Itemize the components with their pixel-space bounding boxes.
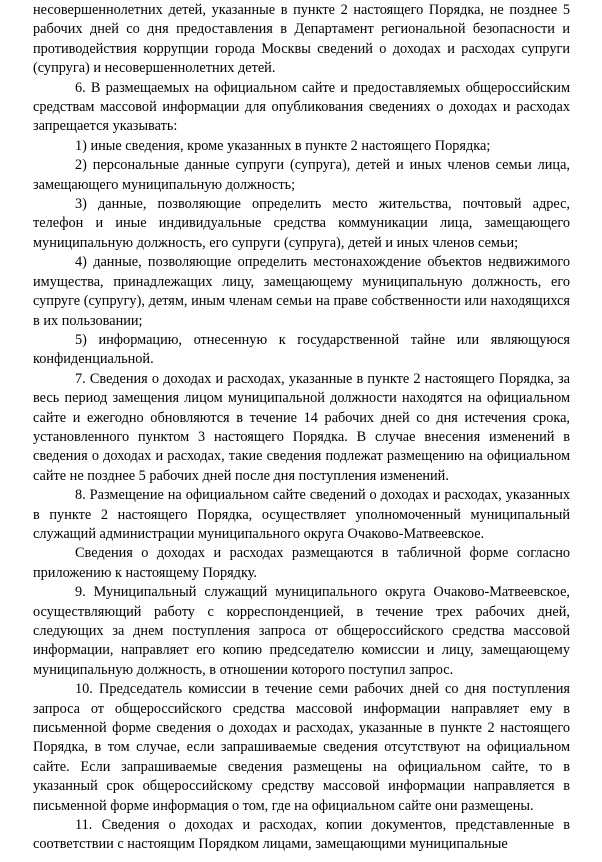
paragraph-subitem-4: 4) данные, позволяющие определить местонахождение объектов недвижимого имущества, принадлежащих лицу, замещающему муниципальную должность, его супруге (супругу), детям, иным членам семьи на праве собственности или находящихся в их пользовании; — [33, 254, 570, 329]
paragraph-item-11: 11. Сведения о доходах и расходах, копии документов, представленные в соответствии с настоящим Порядком лицами, замещающими муниципальные — [33, 817, 570, 853]
paragraph-subitem-5: 5) информацию, отнесенную к государственной тайне или являющуюся конфиденциальной. — [33, 331, 570, 368]
paragraph-subitem-1: 1) иные сведения, кроме указанных в пункте 2 настоящего Порядка; — [75, 137, 491, 154]
paragraph-item-6: 6. В размещаемых на официальном сайте и предоставляемых общероссийским средствам массовой информации для опубликования сведениях о доходах и расходах запрещается указывать: — [33, 79, 570, 135]
paragraph-item-9: 9. Муниципальный служащий муниципального округа Очаково-Матвеевское, осуществляющий работу с корреспонденцией, в течение трех рабочих дней, следующих за днем поступления запроса от общероссийского средства массовой информации, направляет его копию председателю комиссии и лицу, замещающему муниципальную должность, в отношении которого поступил запрос. — [33, 584, 570, 678]
paragraph-item-8: 8. Размещение на официальном сайте сведений о доходах и расходах, указанных в пункте 2 настоящего Порядка, осуществляет уполномоченный муниципальный служащий администрации муниципального округа Очаково-Матвеевское. — [33, 487, 570, 542]
paragraph-item-10: 10. Председатель комиссии в течение семи рабочих дней со дня поступления запроса от общероссийского средства массовой информации направляет ему в письменной форме сведения о доходах и расходах, указанные в пункте 2 настоящего Порядка, в том случае, если запрашиваемые сведения отсутствуют на официальном сайте. Если запрашиваемые сведения размещены на официальном сайте, то в указанный срок общероссийскому средству массовой информации направляется в письменной форме информация о том, где на официальном сайте они размещены. — [33, 681, 570, 814]
paragraph-subitem-3: 3) данные, позволяющие определить место жительства, почтовый адрес, телефон и иные индивидуальные средства коммуникации лица, замещающего муниципальную должность, его супруги (супруга), детей и иных членов семьи; — [33, 196, 570, 251]
paragraph-item-8-table-form: Сведения о доходах и расходах размещаются в табличной форме согласно приложению к настоящему Порядку. — [33, 545, 570, 581]
paragraph-continuation: несовершеннолетних детей, указанные в пункте 2 настоящего Порядка, не позднее 5 рабочих дней со дня предоставления в Департамент региональной безопасности и противодействия коррупции города Москвы сведений о доходах и расходах супруги (супруга) и несовершеннолетних детей. — [33, 2, 570, 77]
paragraph-item-7: 7. Сведения о доходах и расходах, указанные в пункте 2 настоящего Порядка, за весь период замещения лицом муниципальной должности находятся на официальном сайте и ежегодно обновляются в течение 14 рабочих дней со дня истечения срока, установленного пунктом 3 настоящего Порядка. В случае внесения изменений в сведения о доходах и расходах, такие сведения подлежат размещению на официальном сайте не позднее 5 рабочих дней после дня поступления изменений. — [33, 370, 570, 484]
paragraph-subitem-2: 2) персональные данные супруги (супруга), детей и иных членов семьи лица, замещающего муниципальную должность; — [33, 157, 570, 193]
